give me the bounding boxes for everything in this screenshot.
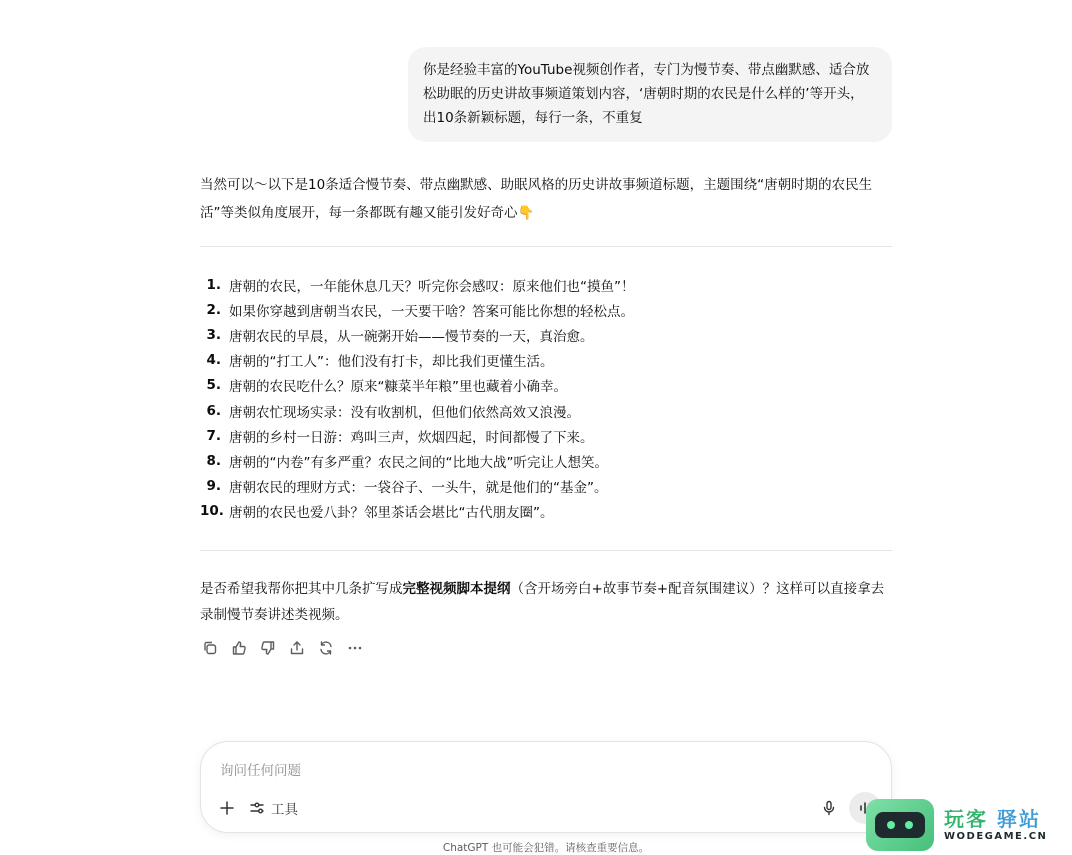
regenerate-icon[interactable]: [316, 638, 336, 658]
copy-icon[interactable]: [200, 638, 220, 658]
title-list: [200, 272, 892, 524]
watermark-cn: 玩客 驿站: [944, 807, 1041, 831]
list-text: 唐朝的农民吃什么？原来“糠菜半年粮”里也藏着小确幸。: [229, 379, 567, 396]
list-number: 9.: [206, 478, 221, 495]
plus-icon[interactable]: [217, 798, 237, 818]
tools-label: 工具: [271, 802, 298, 818]
mic-icon[interactable]: [819, 798, 839, 818]
list-number: 5.: [206, 377, 221, 394]
list-item: [200, 474, 892, 499]
robot-logo-icon: [866, 799, 934, 851]
list-number: 1.: [206, 276, 221, 293]
list-item: [200, 448, 892, 473]
tools-button[interactable]: [249, 797, 298, 819]
list-text: 唐朝农忙现场实录：没有收割机，但他们依然高效又浪漫。: [229, 404, 580, 421]
list-text: 唐朝的“内卷”有多严重？农民之间的“比地大战”听完让人想笑。: [229, 454, 608, 471]
outro-text: 是否希望我帮你把其中几条扩写成: [200, 581, 403, 597]
composer[interactable]: [200, 741, 892, 833]
list-number: 10.: [200, 503, 224, 520]
watermark: [866, 797, 1066, 852]
list-text: 如果你穿越到唐朝当农民，一天要干啥？答案可能比你想的轻松点。: [229, 303, 634, 320]
watermark-en: WODEGAME.CN: [944, 831, 1048, 842]
list-text: 唐朝的农民也爱八卦？邻里茶话会堪比“古代朋友圈”。: [229, 505, 554, 522]
thumbs-up-icon[interactable]: [229, 638, 249, 658]
list-item: [200, 322, 892, 347]
sliders-icon: [249, 800, 265, 816]
composer-input[interactable]: 询问任何问题: [220, 763, 301, 779]
assistant-intro: 当然可以～以下是10条适合慢节奏、带点幽默感、助眠风格的历史讲故事频道标题，主题围绕“唐朝时期的农民生活”等类似角度展开，每一条都既有趣又能引发好奇心👇: [200, 177, 873, 221]
list-item: [200, 398, 892, 423]
message-actions: [200, 638, 365, 658]
user-message-bubble: 你是经验丰富的YouTube视频创作者，专门为慢节奏、带点幽默感、适合放松助眠的历史讲故事频道策划内容，‘唐朝时期的农民是什么样的’等开头，出10条新颖标题，每行一条，不重复: [408, 47, 892, 142]
list-item: [200, 348, 892, 373]
outro-text-end: （含开场旁白+故事节奏+配音氛围建议）？这样可以直接拿去录制慢节奏讲述类视频。: [200, 581, 885, 623]
list-number: 3.: [206, 326, 221, 343]
list-item: [200, 373, 892, 398]
list-text: 唐朝农民的早晨，从一碗粥开始——慢节奏的一天，真治愈。: [229, 328, 594, 345]
list-number: 8.: [206, 452, 221, 469]
list-number: 7.: [206, 427, 221, 444]
list-item: [200, 272, 892, 297]
list-item: [200, 297, 892, 322]
list-text: 唐朝农民的理财方式：一袋谷子、一头牛，就是他们的“基金”。: [229, 480, 608, 497]
thumbs-down-icon[interactable]: [258, 638, 278, 658]
share-icon[interactable]: [287, 638, 307, 658]
list-item: [200, 499, 892, 524]
assistant-outro: [200, 576, 892, 628]
list-text: 唐朝的农民，一年能休息几天？听完你会感叹：原来他们也“摸鱼”！: [229, 278, 635, 295]
list-text: 唐朝的“打工人”：他们没有打卡，却比我们更懂生活。: [229, 354, 554, 371]
list-text: 唐朝的乡村一日游：鸡叫三声，炊烟四起，时间都慢了下来。: [229, 429, 594, 446]
divider: [200, 550, 892, 551]
list-number: 6.: [206, 402, 221, 419]
more-icon[interactable]: [345, 638, 365, 658]
list-item: [200, 423, 892, 448]
outro-bold-text: 完整视频脚本提纲: [402, 581, 511, 597]
divider: [200, 246, 892, 247]
list-number: 2.: [206, 301, 221, 318]
disclaimer: ChatGPT 也可能会犯错。请核查重要信息。: [442, 842, 650, 854]
list-number: 4.: [206, 352, 221, 369]
